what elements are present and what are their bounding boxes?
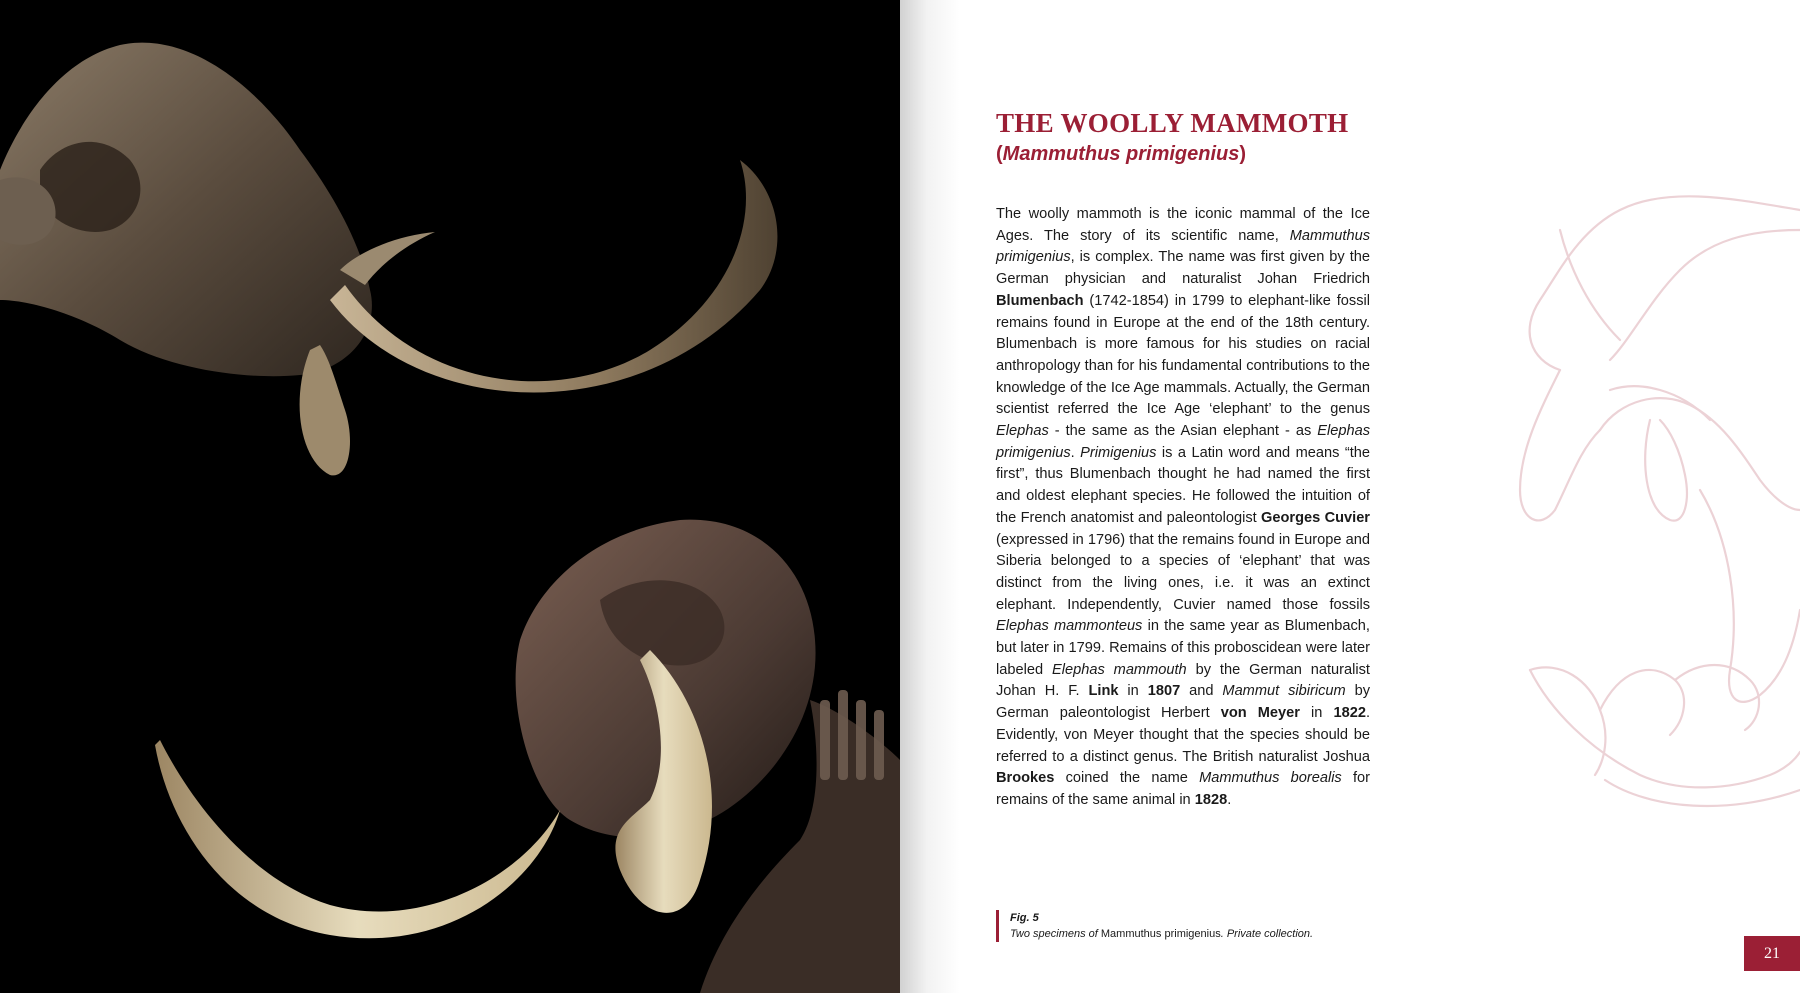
bold-term: 1807 <box>1147 683 1181 700</box>
text-run: is a Latin word and means “the first”, thus Blumenbach thought he had named the first and oldest elephant species. He followed the intuition of the French anatomist and paleontologist <box>996 444 1371 526</box>
upper-skull <box>0 43 777 476</box>
text-run: . <box>1227 791 1232 808</box>
italic-term: Elephas mammouth <box>1052 661 1187 678</box>
skull-outline-decoration <box>1500 190 1800 830</box>
bold-term: Georges Cuvier <box>1261 509 1370 526</box>
italic-term: Elephas primigenius <box>996 423 1370 461</box>
text-run: by German paleontologist Herbert <box>996 683 1371 722</box>
italic-term: Mammut sibiricum <box>1222 683 1346 700</box>
figure-caption <box>996 910 1313 942</box>
italic-term: Elephas <box>996 423 1049 440</box>
text-run: in the same year as Blumenbach, but later in 1799. Remains of this proboscidean were later labeled <box>996 618 1370 678</box>
text-run: - the same as the Asian elephant - as <box>1048 423 1318 440</box>
caption-source: Private collection. <box>1226 928 1314 940</box>
page-subtitle <box>996 143 1246 166</box>
bold-term: von Meyer <box>1220 705 1300 722</box>
text-run: , is complex. The name was first given by the German physician and naturalist Johan Friedrich <box>996 249 1370 288</box>
bold-term: Blumenbach <box>996 292 1084 309</box>
text-run: coined the name <box>1054 770 1200 787</box>
lower-skull <box>155 520 900 993</box>
italic-term: Elephas mammonteus <box>996 618 1143 635</box>
bold-term: Brookes <box>996 770 1055 787</box>
italic-term: Mammuthus primigenius <box>996 227 1370 266</box>
caption-lead: Two specimens of <box>1010 928 1101 940</box>
italic-term: Mammuthus borealis <box>1199 770 1342 787</box>
page-title: THE WOOLLY MAMMOTH <box>996 108 1349 138</box>
text-run: by the German naturalist Johan H. F. <box>996 661 1370 700</box>
text-run: in <box>1299 705 1334 722</box>
bold-term: 1828 <box>1194 791 1228 808</box>
caption-dot: . <box>1220 928 1227 940</box>
text-run: . <box>1070 444 1081 461</box>
text-run: in <box>1118 683 1148 700</box>
caption-species: Mammuthus primigenius <box>1100 928 1221 940</box>
bold-term: Link <box>1088 683 1119 700</box>
text-run: (expressed in 1796) that the remains found in Europe and Siberia belonged to a species of ‘elephant’ that was distinct from the living ones, i.e. it was an extinct elephant. Independently, Cuvier named those fossils <box>996 531 1370 613</box>
text-run: The woolly mammoth is the iconic mammal of the Ice Ages. The story of its scientific name, <box>996 206 1370 244</box>
text-run: . Evidently, von Meyer thought that the species should be referred to a distinct genus. The British naturalist Joshua <box>996 705 1371 765</box>
text-run: and <box>1180 683 1223 700</box>
italic-term: Primigenius <box>1080 444 1157 461</box>
page-number: 21 <box>1744 936 1800 971</box>
text-run: for remains of the same animal in <box>996 770 1370 808</box>
bold-term: 1822 <box>1333 705 1366 722</box>
subtitle-open-paren: ( <box>996 143 1003 165</box>
figure-description <box>1010 926 1313 942</box>
subtitle-species-name: Mammuthus primigenius <box>1002 143 1240 165</box>
subtitle-close-paren: ) <box>1239 143 1247 165</box>
body-paragraph <box>996 204 1370 812</box>
text-run: (1742-1854) in 1799 to elephant-like fossil remains found in Europe at the end of the 18th century. Blumenbach is more famous for his studies on racial anthropology than for his fundamental contributions to the knowledge of the Ice Age mammals. Actually, the German scientist referred the Ice Age ‘elephant’ to the genus <box>996 292 1370 418</box>
figure-label: Fig. 5 <box>1010 912 1039 924</box>
text-page <box>900 0 1800 993</box>
